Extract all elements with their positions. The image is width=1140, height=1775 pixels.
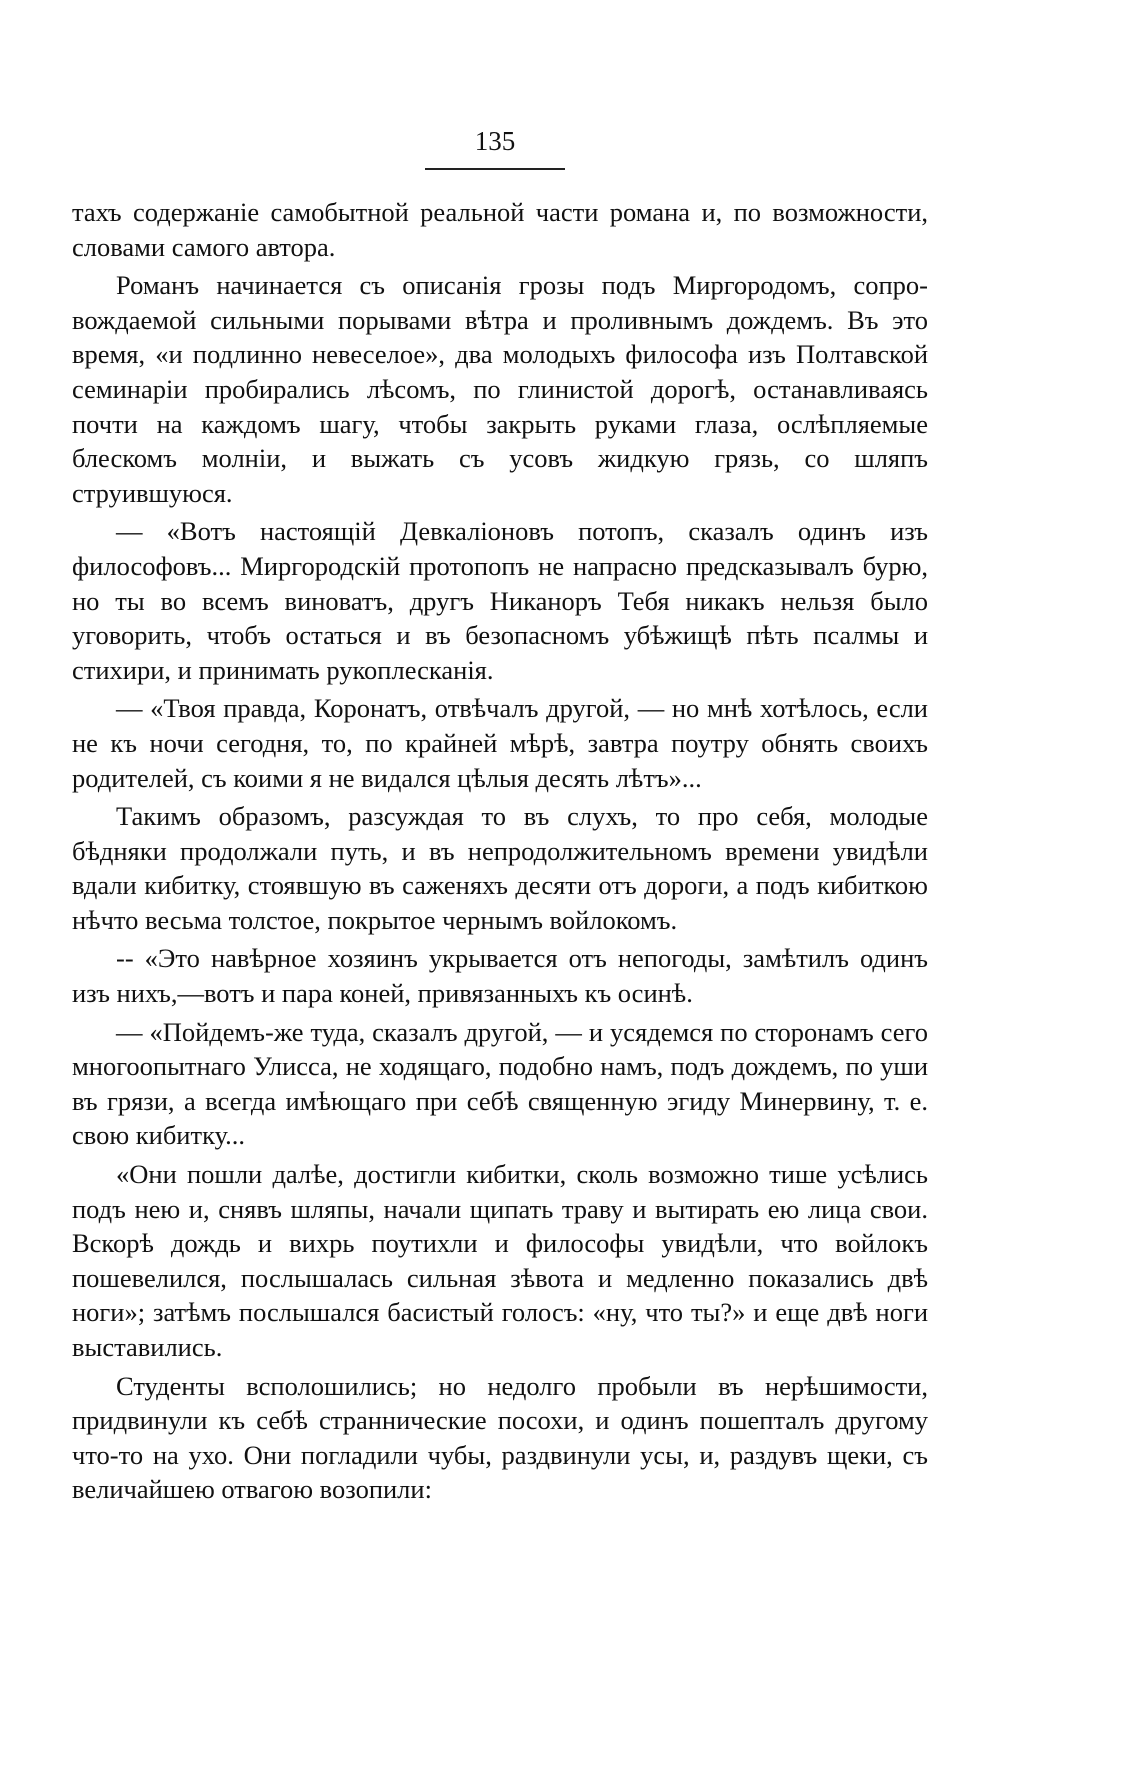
paragraph-9: Студенты всполошились; но недолго пробыли въ нерѣшимости, придвинули къ себѣ страннические посохи, и одинъ пошепталъ другому что-то на ухо. Они погладили чубы, раздвинули усы, и, раздувъ щеки, съ величайшею отвагою возопили: xyxy=(72,1370,928,1505)
paragraph-1: тахъ содержаніе самобытной реальной части романа и, по возможности, словами самого автора. xyxy=(72,197,928,262)
page-number: 135 xyxy=(474,126,516,156)
paragraph-4: — «Твоя правда, Коронатъ, отвѣчалъ другой, — но мнѣ хотѣлось, если не къ ночи сегодня, то, по крайней мѣрѣ, завтра поутру обнять своихъ родителей, съ коими я не видался цѣлыя десять лѣтъ»... xyxy=(72,693,928,793)
paragraph-5: Такимъ образомъ, разсуждая то въ слухъ, то про себя, молодые бѣдняки продолжали путь, и въ непродолжительномъ времени увидѣли вдали кибитку, стоявшую въ саженяхъ десяти отъ дороги, а подъ кибиткою нѣчто весьма толстое, покрытое чернымъ войлокомъ. xyxy=(72,801,928,935)
paragraph-3: — «Вотъ настоящій Девкаліоновъ потопъ, сказалъ одинъ изъ философовъ... Миргородскій протопопъ не напрасно предсказывалъ бурю, но ты во всемъ виноватъ, другъ Никаноръ Тебя никакъ нельзя было уговорить, чтобъ остаться и въ безопасномъ убѣжищѣ пѣть псалмы и стихири, и принимать рукоплесканія. xyxy=(72,516,928,685)
paragraph-7: — «Пойдемъ-же туда, сказалъ другой, — и усядемся по сторонамъ сего многоопытнаго Улисса, не ходящаго, подобно намъ, подъ дождемъ, по уши въ грязи, а всегда имѣющаго при себѣ священную эгиду Минервину, т. е. свою кибитку... xyxy=(72,1016,928,1151)
body-text xyxy=(72,195,928,1511)
paragraph-6: -- «Это навѣрное хозяинъ укрывается отъ непогоды, замѣтилъ одинъ изъ нихъ,—вотъ и пара коней, привязанныхъ къ осинѣ. xyxy=(72,943,928,1009)
page-number-rule xyxy=(425,168,565,170)
paragraph-8: «Они пошли далѣе, достигли кибитки, сколь возможно тише усѣлись подъ нею и, снявъ шляпы, начали щипать траву и вытирать ею лица свои. Вскорѣ дождь и вихрь поутихли и философы увидѣли, что войлокъ пошевелился, послышалась сильная зѣвота и медленно показались двѣ ноги»; затѣмъ послышался басистый голосъ: «ну, что ты?» и еще двѣ ноги выставились. xyxy=(72,1159,928,1362)
paragraph-2: Романъ начинается съ описанія грозы подъ Миргородомъ, сопровождаемой сильными порывами вѣтра и проливнымъ дождемъ. Въ это время, «и подлинно невеселое», два молодыхъ философа изъ Полтавской семинаріи пробирались лѣсомъ, по глинистой дорогѣ, останавливаясь почти на каждомъ шагу, чтобы закрыть руками глаза, ослѣпляемые блескомъ молніи, и выжать съ усовъ жидкую грязь, со шляпъ струившуюся. xyxy=(72,270,928,508)
